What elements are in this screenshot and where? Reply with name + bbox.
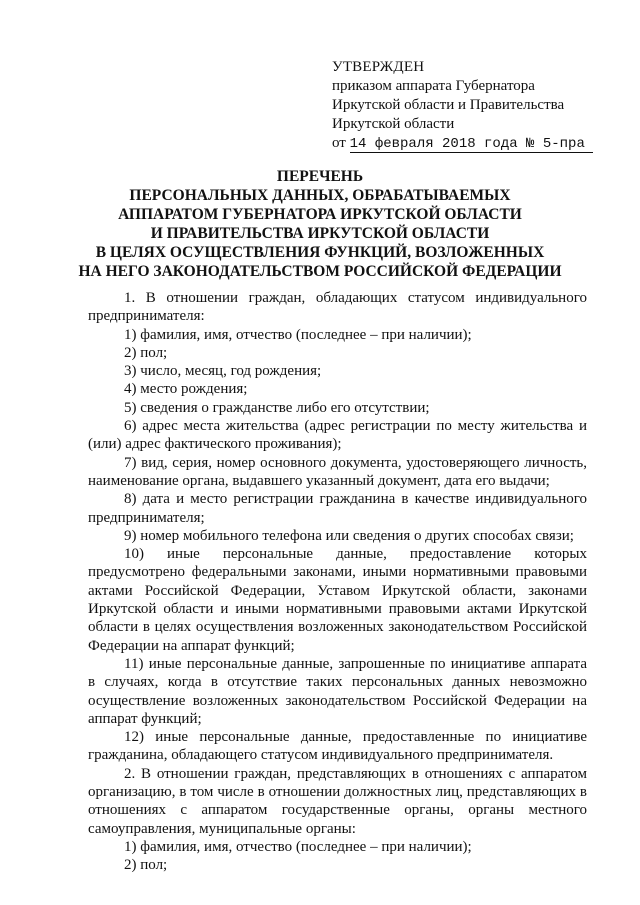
paragraph-1-3: 3) число, месяц, год рождения; xyxy=(124,363,322,380)
paragraph-2: 2. В отношении граждан, представляющих в отношениях с аппаратом организацию, в том числе в отношении должностных лиц, представляющих в отношениях с аппаратом государственные органы, органы местного самоуправления, муниципальные органы: xyxy=(88,765,587,837)
paragraph-1-2: 2) пол; xyxy=(124,344,168,361)
paragraph-1-9: 9) номер мобильного телефона или сведения о других способах связи; xyxy=(124,527,574,544)
paragraph-1-4: 4) место рождения; xyxy=(124,381,248,398)
paragraph-1-11: 11) иные персональные данные, запрошенные по инициативе аппарата в случаях, когда в отсутствие таких персональных данных невозможно осуществление возложенных законодательством Российской Федерации на аппарат функций; xyxy=(88,655,587,727)
document-body xyxy=(88,289,587,875)
paragraph-1: 1. В отношении граждан, обладающих статусом индивидуального предпринимателя: xyxy=(88,290,587,325)
approval-line-3: Иркутской области xyxy=(332,116,455,132)
paragraph-1-7: 7) вид, серия, номер основного документа, удостоверяющего личность, наименование органа, выдавшего указанный документ, дата его выдачи; xyxy=(88,454,587,489)
paragraph-1-5: 5) сведения о гражданстве либо его отсутствии; xyxy=(124,399,430,416)
approval-date-prefix: от xyxy=(332,135,346,151)
approval-heading: УТВЕРЖДЕН xyxy=(332,59,425,75)
approval-date-line xyxy=(332,134,622,154)
approval-block xyxy=(332,58,622,154)
title-line: В ЦЕЛЯХ ОСУЩЕСТВЛЕНИЯ ФУНКЦИЙ, ВОЗЛОЖЕННЫХ xyxy=(95,244,545,261)
paragraph-1-1: 1) фамилия, имя, отчество (последнее – при наличии); xyxy=(124,326,472,343)
approval-date-value: 14 февраля 2018 года № 5-пра xyxy=(350,136,593,153)
paragraph-1-12: 12) иные персональные данные, предоставленные по инициативе гражданина, обладающего статусом индивидуального предпринимателя. xyxy=(88,729,587,764)
title-line: АППАРАТОМ ГУБЕРНАТОРА ИРКУТСКОЙ ОБЛАСТИ xyxy=(118,206,522,223)
document-title xyxy=(40,167,600,281)
title-line: ПЕРСОНАЛЬНЫХ ДАННЫХ, ОБРАБАТЫВАЕМЫХ xyxy=(129,187,511,204)
approval-line-1: приказом аппарата Губернатора xyxy=(332,78,535,94)
paragraph-2-2: 2) пол; xyxy=(124,857,168,874)
title-line: НА НЕГО ЗАКОНОДАТЕЛЬСТВОМ РОССИЙСКОЙ ФЕДЕРАЦИИ xyxy=(78,263,562,280)
paragraph-1-8: 8) дата и место регистрации гражданина в качестве индивидуального предпринимателя; xyxy=(88,491,587,526)
title-line: ПЕРЕЧЕНЬ xyxy=(276,168,364,185)
paragraph-1-6: 6) адрес места жительства (адрес регистрации по месту жительства и (или) адрес фактического проживания); xyxy=(88,418,587,453)
paragraph-1-10: 10) иные персональные данные, предоставление которых предусмотрено федеральными законами, иными нормативными правовыми актами Российской Федерации, Уставом Иркутской области, законами Иркутской области и иными нормативными правовыми актами Иркутской области в целях осуществления возложенных законодательством Российской Федерации на аппарат функций; xyxy=(88,546,587,654)
paragraph-2-1: 1) фамилия, имя, отчество (последнее – при наличии); xyxy=(124,838,472,855)
title-line: И ПРАВИТЕЛЬСТВА ИРКУТСКОЙ ОБЛАСТИ xyxy=(150,225,490,242)
approval-line-2: Иркутской области и Правительства xyxy=(332,97,565,113)
